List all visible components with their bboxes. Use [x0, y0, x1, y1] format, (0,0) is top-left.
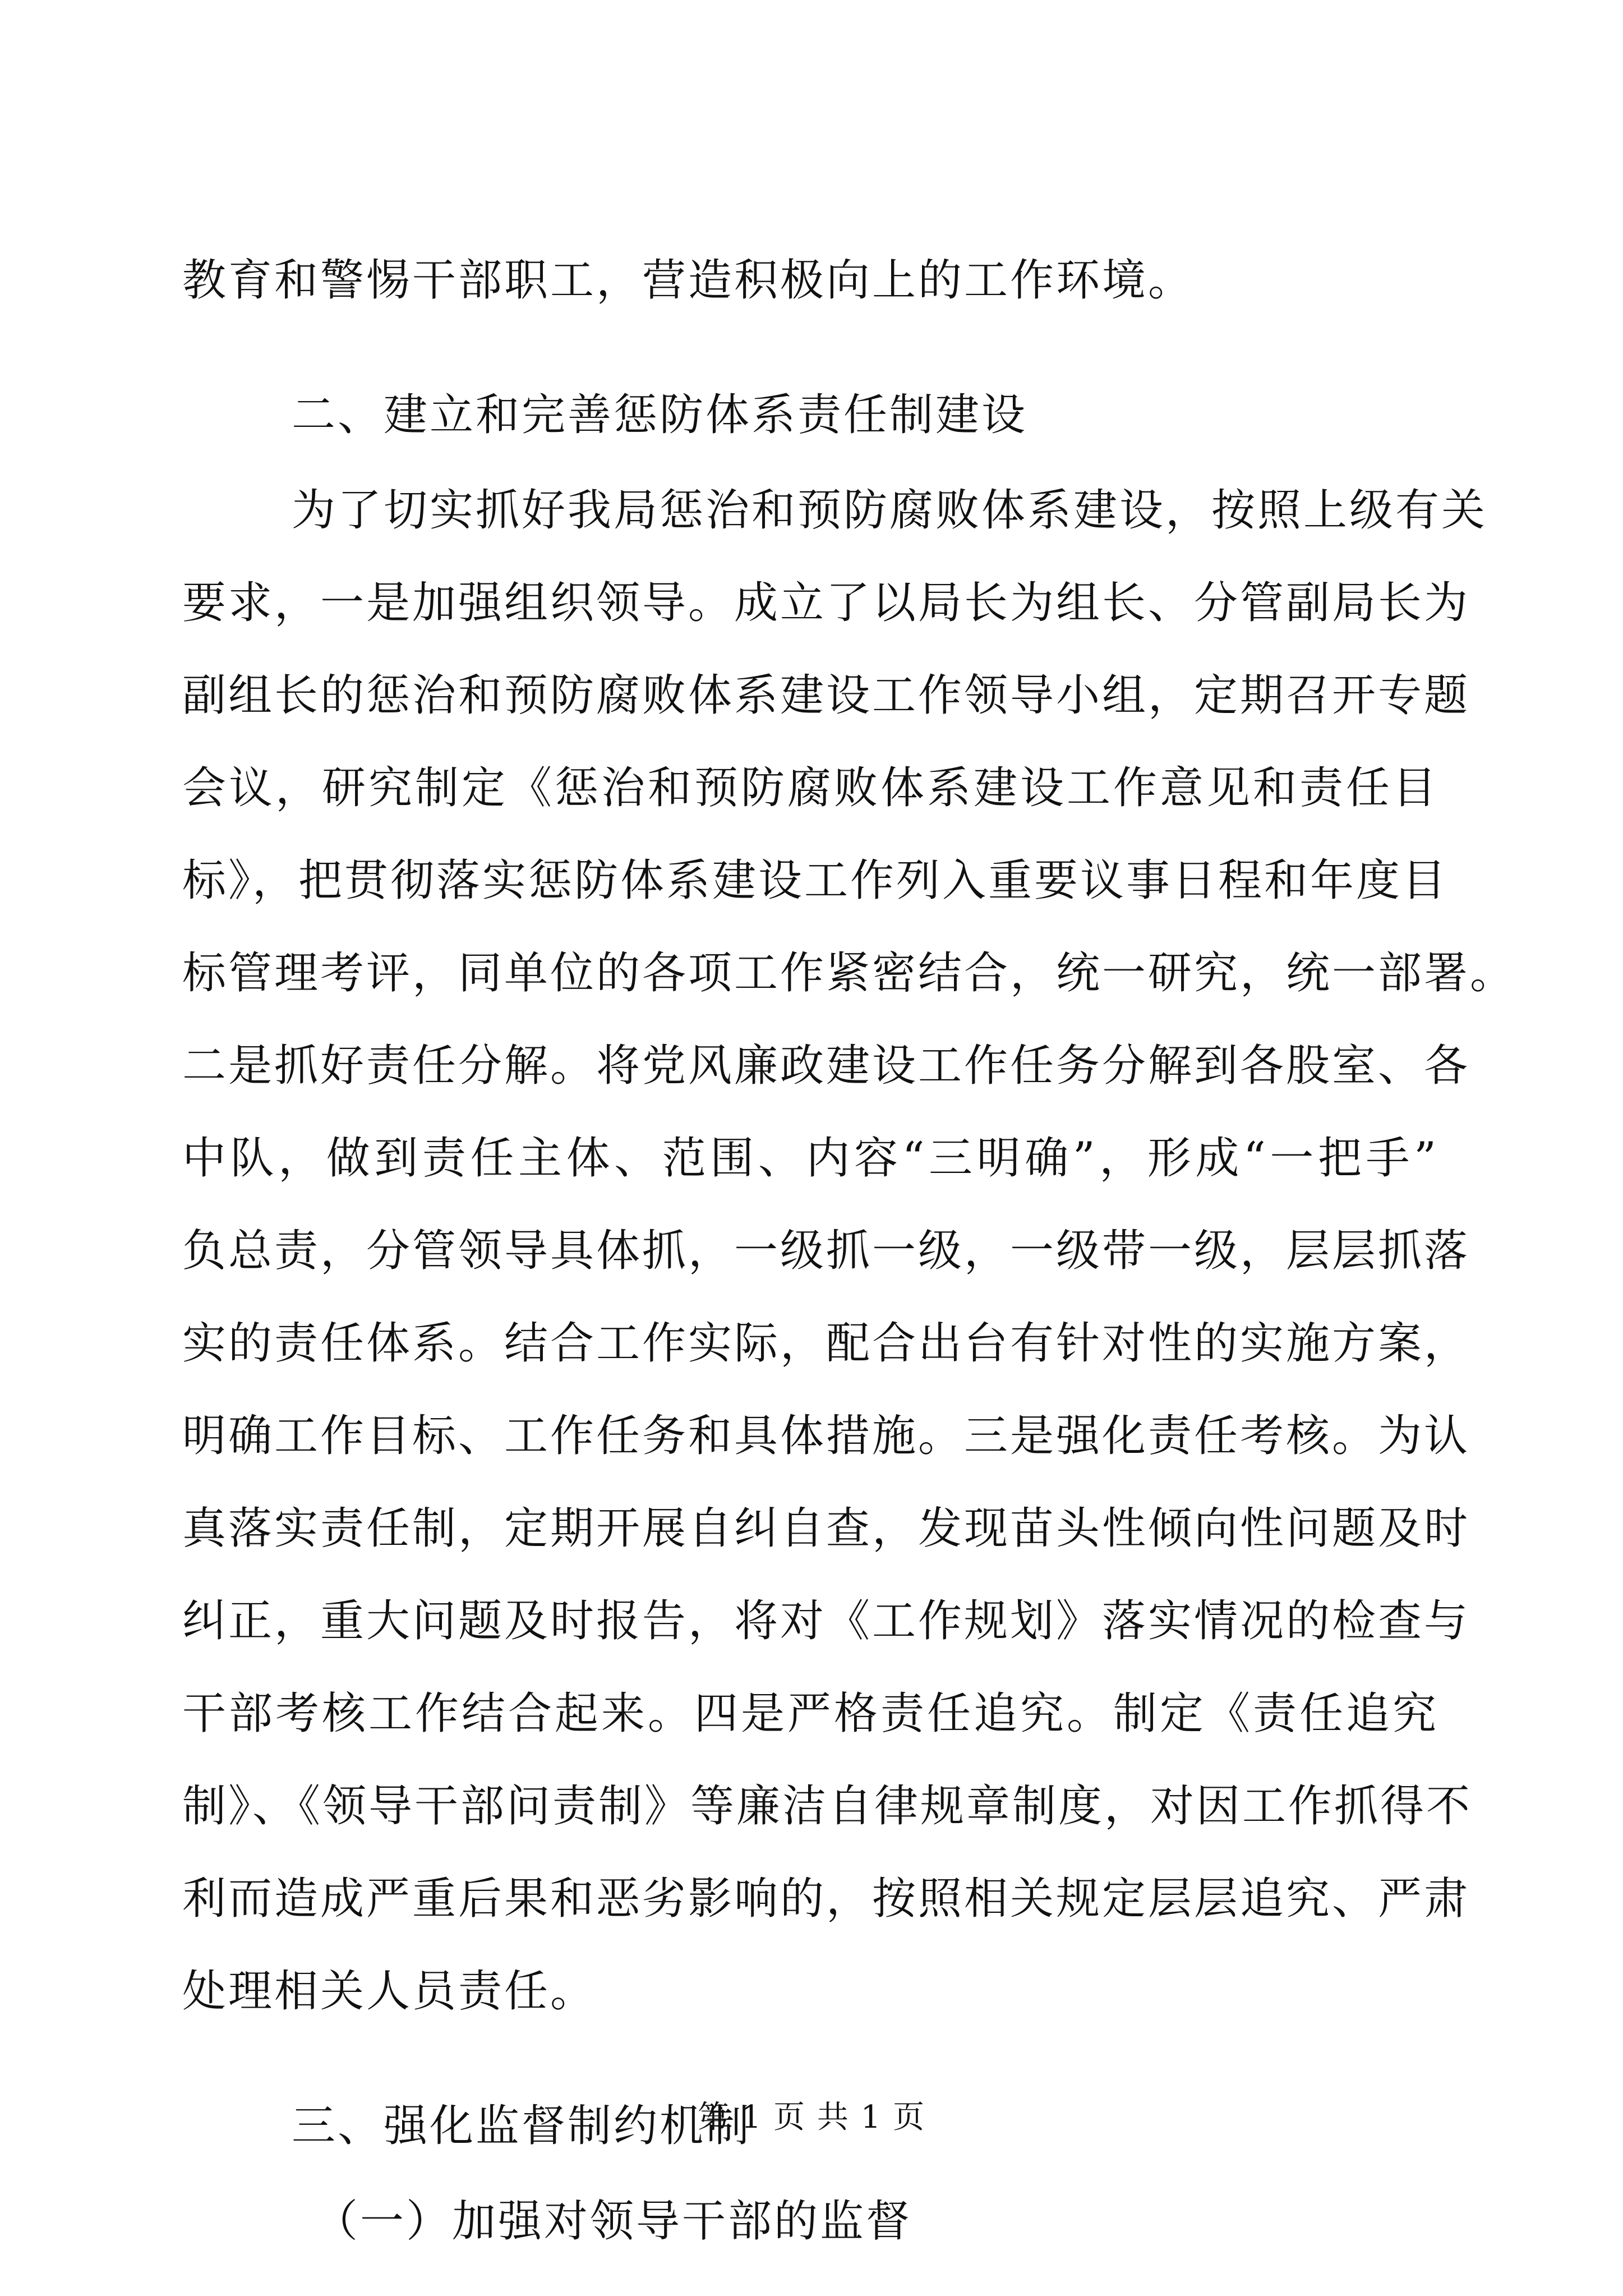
- body-line: 干部考核工作结合起来。四是严格责任追究。制定《责任追究: [182, 1688, 1438, 1739]
- body-line: 标》，把贯彻落实惩防体系建设工作列入重要议事日程和年度目: [182, 855, 1449, 906]
- body-line: 会议，研究制定《惩治和预防腐败体系建设工作意见和责任目: [182, 763, 1438, 813]
- section-heading: 三、强化监督制约机制: [292, 2101, 752, 2151]
- body-line: 制》、《领导干部问责制》等廉洁自律规章制度，对因工作抓得不: [182, 1781, 1473, 1832]
- body-line: 要求，一是加强组织领导。成立了以局长为组长、分管副局长为: [182, 578, 1470, 628]
- section-heading: 二、建立和完善惩防体系责任制建设: [292, 390, 1028, 440]
- page-footer: 第 1 页 共 1 页: [697, 2099, 926, 2136]
- body-line: 二是抓好责任分解。将党风廉政建设工作任务分解到各股室、各: [182, 1041, 1470, 1091]
- body-line: 标管理考评，同单位的各项工作紧密结合，统一研究，统一部署。: [182, 948, 1516, 999]
- body-line: 处理相关人员责任。: [182, 1966, 597, 2017]
- body-line: 利而造成严重后果和恶劣影响的，按照相关规定层层追究、严肃: [182, 1874, 1470, 1924]
- body-line: 真落实责任制，定期开展自纠自查，发现苗头性倾向性问题及时: [182, 1503, 1470, 1554]
- body-line: 教育和警惕干部职工，营造积极向上的工作环境。: [182, 255, 1195, 306]
- body-line: 副组长的惩治和预防腐败体系建设工作领导小组，定期召开专题: [182, 670, 1470, 721]
- subsection-heading: （一）加强对领导干部的监督: [314, 2196, 912, 2247]
- body-line: 负总责，分管领导具体抓，一级抓一级，一级带一级，层层抓落: [182, 1226, 1470, 1276]
- body-line: 中队，做到责任主体、范围、内容“三明确”，形成“一把手”: [182, 1133, 1438, 1184]
- body-line: 纠正，重大问题及时报告，将对《工作规划》落实情况的检查与: [182, 1596, 1470, 1646]
- body-line: 为了切实抓好我局惩治和预防腐败体系建设，按照上级有关: [292, 485, 1488, 536]
- body-line: 实的责任体系。结合工作实际，配合出台有针对性的实施方案，: [182, 1318, 1470, 1369]
- body-line: 明确工作目标、工作任务和具体措施。三是强化责任考核。为认: [182, 1411, 1470, 1461]
